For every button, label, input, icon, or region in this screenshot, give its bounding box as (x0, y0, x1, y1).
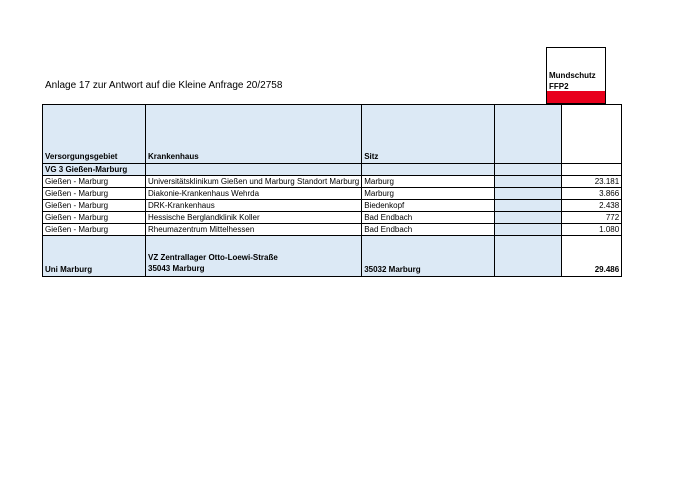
cell-gebiet: Gießen - Marburg (43, 212, 146, 224)
section-empty (495, 164, 562, 176)
cell-empty (495, 176, 562, 188)
cell-empty (495, 224, 562, 236)
cell-krankenhaus: Rheumazentrum Mittelhessen (146, 224, 362, 236)
header-krankenhaus: Krankenhaus (146, 105, 362, 164)
section-empty (562, 164, 622, 176)
table-row (43, 188, 622, 200)
cell-krankenhaus: DRK-Krankenhaus (146, 200, 362, 212)
header-row (43, 105, 622, 164)
cell-sitz: Bad Endbach (362, 212, 495, 224)
cell-ffp2: 772 (562, 212, 622, 224)
header-sitz: Sitz (362, 105, 495, 164)
total-empty (495, 236, 562, 277)
table-row (43, 224, 622, 236)
ffp2-column-header (546, 47, 606, 104)
total-sitz: 35032 Marburg (362, 236, 495, 277)
ffp2-label-line2: FFP2 (549, 82, 569, 91)
cell-gebiet: Gießen - Marburg (43, 188, 146, 200)
ffp2-color-marker (547, 91, 605, 103)
table-row (43, 176, 622, 188)
ffp2-column-label (549, 70, 596, 92)
cell-sitz: Marburg (362, 176, 495, 188)
cell-empty (495, 200, 562, 212)
cell-ffp2: 3.866 (562, 188, 622, 200)
ffp2-label-line1: Mundschutz (549, 71, 596, 80)
cell-sitz: Biedenkopf (362, 200, 495, 212)
cell-krankenhaus: Diakonie-Krankenhaus Wehrda (146, 188, 362, 200)
header-ffp2-cell (562, 105, 622, 164)
total-row (43, 236, 622, 277)
total-ffp2: 29.486 (562, 236, 622, 277)
section-empty (362, 164, 495, 176)
section-label: VG 3 Gießen-Marburg (43, 164, 146, 176)
cell-sitz: Bad Endbach (362, 224, 495, 236)
document-title: Anlage 17 zur Antwort auf die Kleine Anfrage 20/2758 (45, 80, 283, 91)
total-krankenhaus (146, 236, 362, 277)
header-versorgungsgebiet: Versorgungsgebiet (43, 105, 146, 164)
cell-empty (495, 212, 562, 224)
table-row (43, 200, 622, 212)
section-empty (146, 164, 362, 176)
cell-ffp2: 2.438 (562, 200, 622, 212)
cell-krankenhaus: Hessische Berglandklinik Koller (146, 212, 362, 224)
cell-gebiet: Gießen - Marburg (43, 200, 146, 212)
cell-gebiet: Gießen - Marburg (43, 224, 146, 236)
total-gebiet: Uni Marburg (43, 236, 146, 277)
table-row (43, 212, 622, 224)
section-row (43, 164, 622, 176)
total-krankenhaus-line2: 35043 Marburg (148, 264, 205, 273)
cell-ffp2: 1.080 (562, 224, 622, 236)
cell-krankenhaus: Universitätsklinikum Gießen und Marburg Standort Marburg (146, 176, 362, 188)
cell-empty (495, 188, 562, 200)
header-empty (495, 105, 562, 164)
cell-gebiet: Gießen - Marburg (43, 176, 146, 188)
total-krankenhaus-line1: VZ Zentrallager Otto-Loewi-Straße (148, 253, 278, 262)
hospital-table (42, 104, 622, 277)
cell-ffp2: 23.181 (562, 176, 622, 188)
cell-sitz: Marburg (362, 188, 495, 200)
